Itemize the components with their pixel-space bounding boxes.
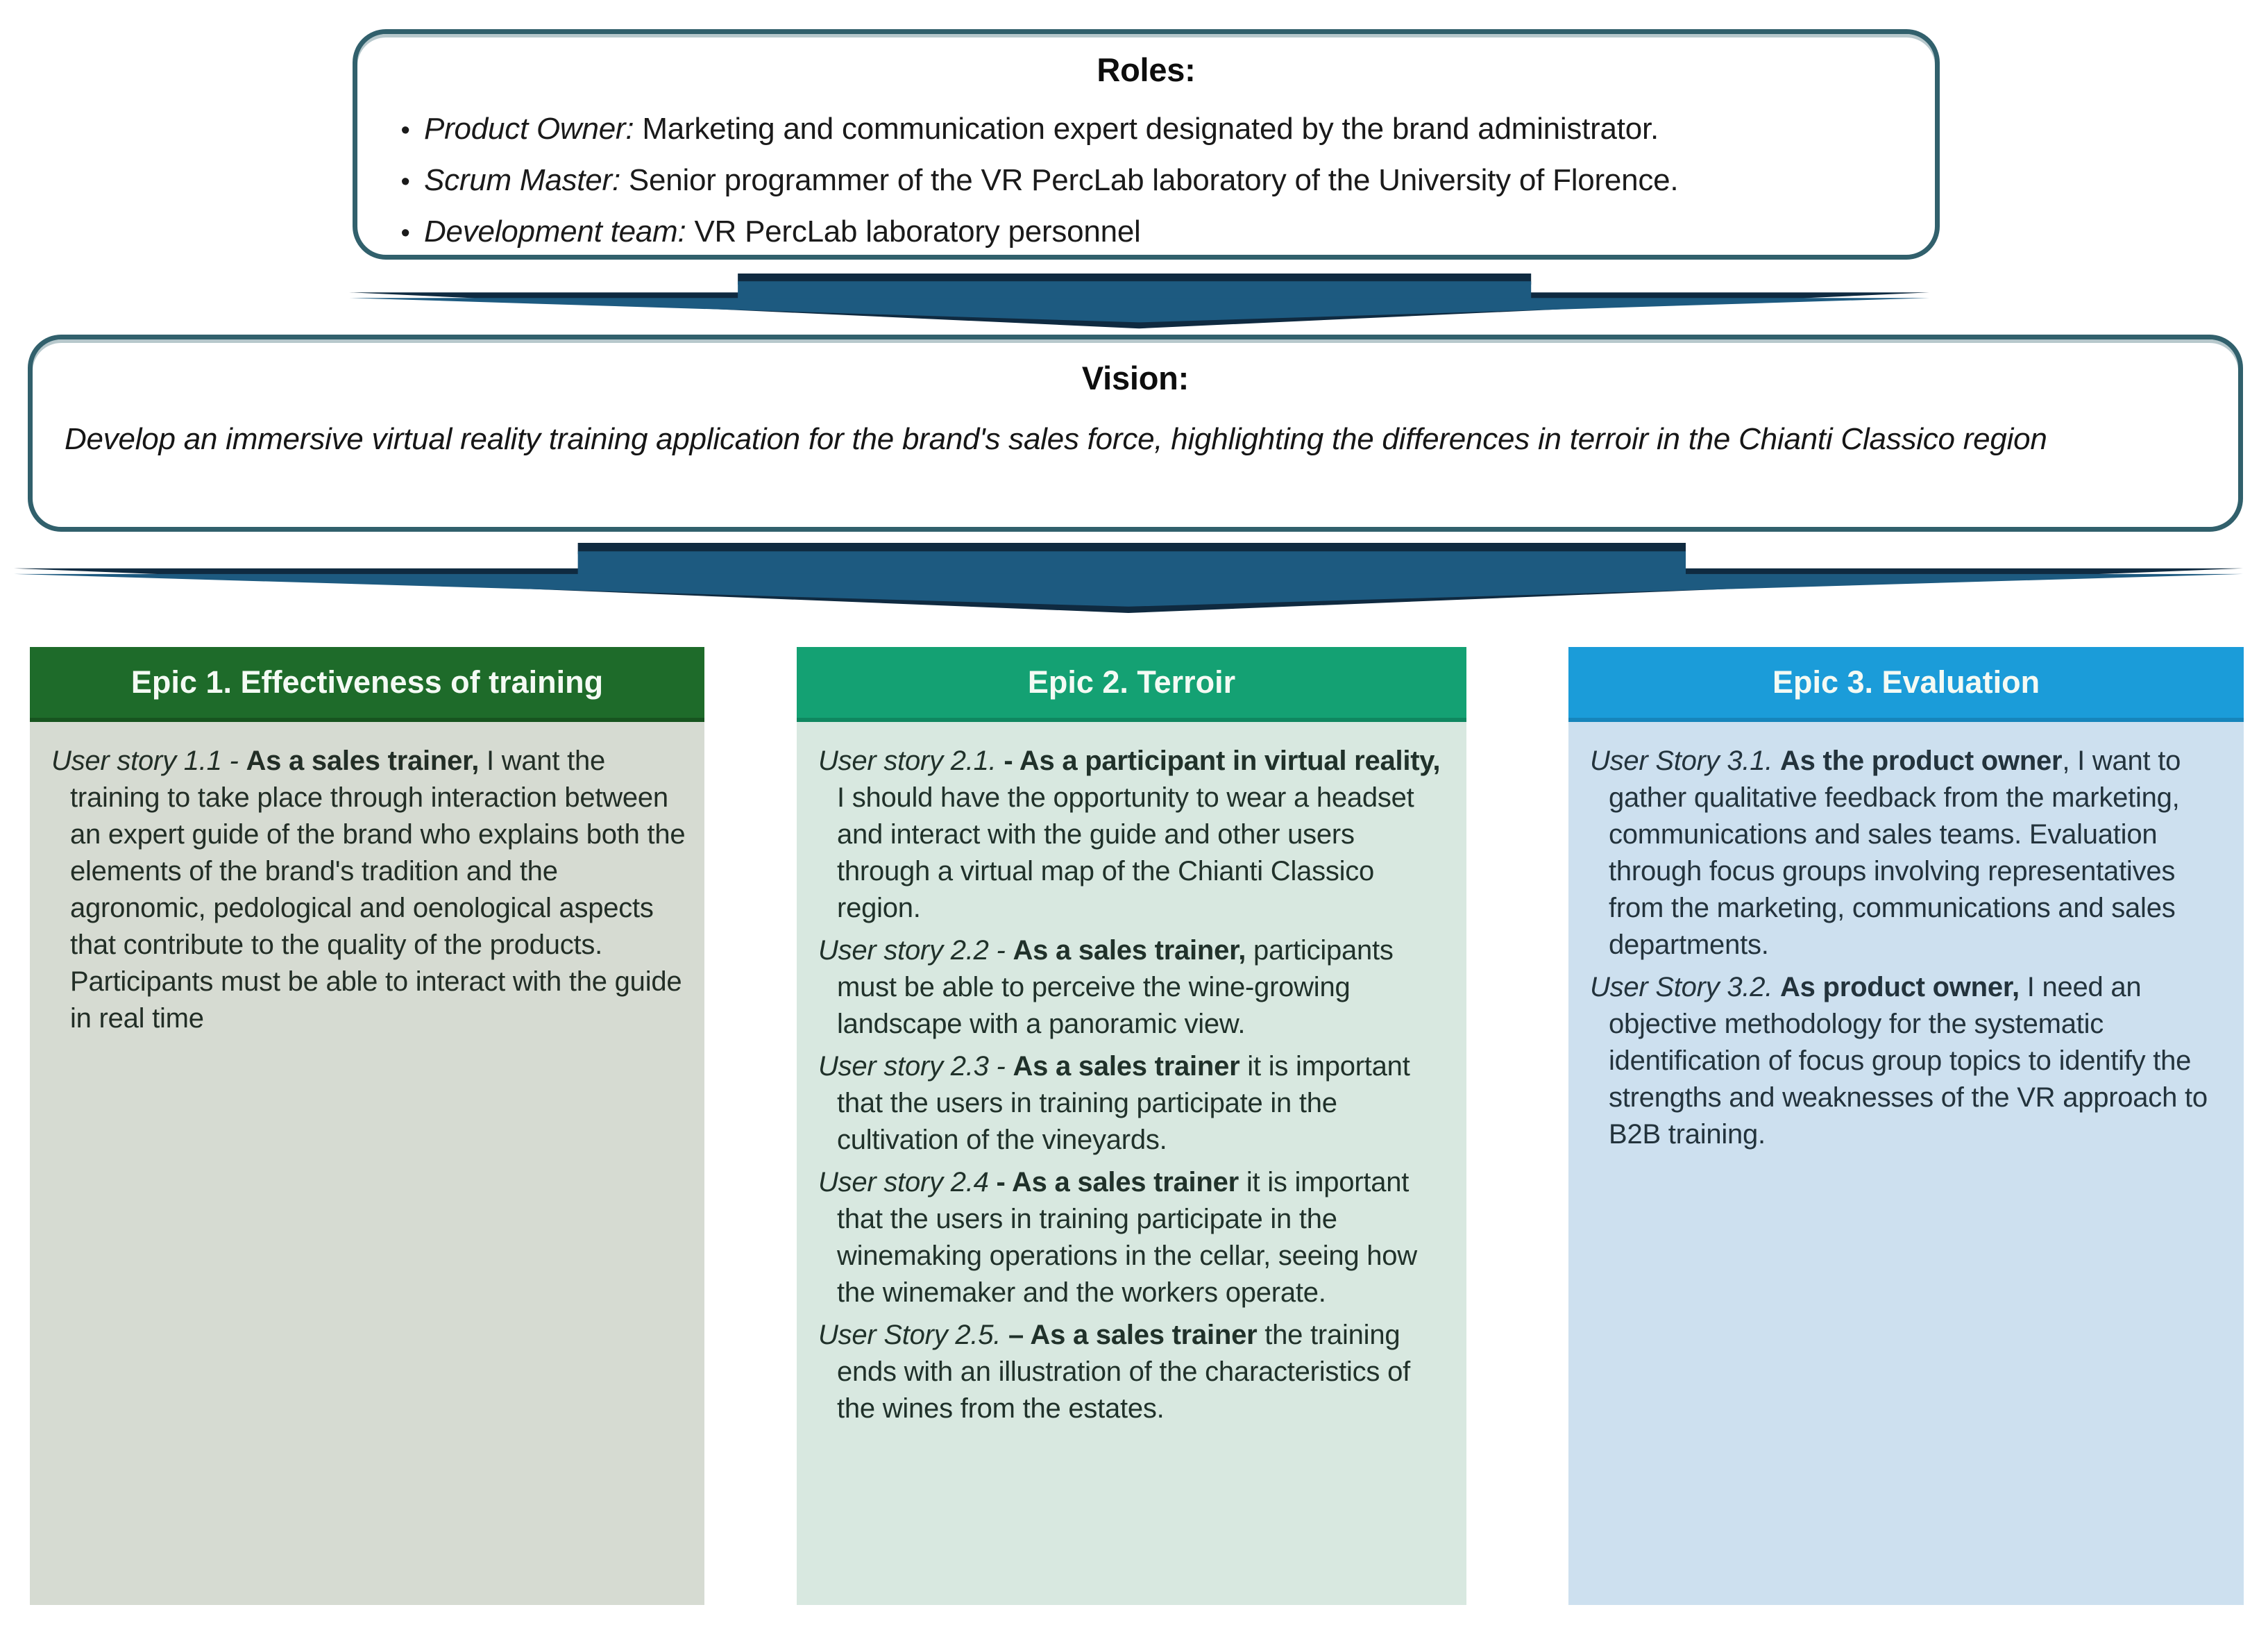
bullet-icon: • <box>400 219 410 248</box>
story-text: the training ends with an illustration of the characteristics of the wines from the estates. <box>837 1320 1410 1424</box>
role-text: Marketing and communication expert designated by the brand administrator. <box>634 112 1659 146</box>
user-story-3-2 <box>1590 969 2230 1153</box>
story-role: As a sales trainer, <box>246 746 480 776</box>
user-story-2-2 <box>818 932 1453 1043</box>
role-label: Product Owner: <box>424 112 634 146</box>
role-text: VR PercLab laboratory personnel <box>686 215 1141 249</box>
down-arrow-icon <box>349 274 1929 329</box>
story-role: - As a participant in virtual reality, <box>1004 746 1441 776</box>
story-text: it is important that the users in training participate in the winemaking operations in the cellar, seeing how the winemaker and the workers operate. <box>837 1167 1417 1308</box>
roles-list <box>357 104 1935 258</box>
user-story-1-1 <box>51 743 691 1037</box>
role-label: Development team: <box>424 215 686 249</box>
epic-1-body <box>30 722 704 1605</box>
vision-text: Develop an immersive virtual reality training application for the brand's sales force, highlighting the differences in terroir in the Chianti Classico region <box>65 422 2047 456</box>
story-text: I need an objective methodology for the systematic identification of focus group topics to identify the strengths and weaknesses of the VR approach to B2B training. <box>1609 972 2208 1150</box>
story-prefix: User story 2.1. <box>818 746 1004 776</box>
bullet-icon: • <box>400 167 410 196</box>
bullet-icon: • <box>400 116 410 145</box>
story-prefix: User Story 3.1. <box>1590 746 1781 776</box>
user-story-2-5 <box>818 1317 1453 1427</box>
epic-2-column <box>797 647 1466 1605</box>
user-story-2-3 <box>818 1048 1453 1159</box>
epic-1-column <box>30 647 704 1605</box>
story-prefix: User story 2.2 - <box>818 935 1013 966</box>
story-role: As a sales trainer <box>1013 1051 1240 1082</box>
story-text: I want the training to take place through interaction between an expert guide of the brand who explains both the elements of the brand's tradition and the agronomic, pedological and oenological aspects that contribute to the quality of the products. Participants must be able to interact with the guide in real time <box>70 746 686 1034</box>
story-prefix: User story 2.4 <box>818 1167 997 1197</box>
down-arrow-shape <box>14 543 2243 614</box>
story-text: participants must be able to perceive the wine-growing landscape with a panoramic view. <box>837 935 1394 1039</box>
roles-title: Roles: <box>1097 51 1196 88</box>
role-item-scrum-master <box>387 156 1907 207</box>
epic-2-body <box>797 722 1466 1605</box>
story-role: As product owner, <box>1780 972 2020 1002</box>
story-prefix: User Story 3.2. <box>1590 972 1781 1002</box>
story-text: it is important that the users in training participate in the cultivation of the vineyards. <box>837 1051 1410 1155</box>
story-text: I should have the opportunity to wear a headset and interact with the guide and other users through a virtual map of the Chianti Classico region. <box>837 782 1414 923</box>
story-role: As the product owner <box>1780 746 2063 776</box>
user-story-2-4 <box>818 1164 1453 1311</box>
story-role: - As a sales trainer <box>996 1167 1239 1197</box>
epic-3-column <box>1568 647 2244 1605</box>
user-story-2-1 <box>818 743 1453 927</box>
epic-2-header: Epic 2. Terroir <box>797 647 1466 722</box>
role-label: Scrum Master: <box>424 163 620 197</box>
story-role: – As a sales trainer <box>1008 1320 1258 1350</box>
story-prefix: User story 1.1 - <box>51 746 246 776</box>
epic-3-header: Epic 3. Evaluation <box>1568 647 2244 722</box>
vision-box <box>28 335 2243 532</box>
role-item-product-owner <box>387 104 1907 156</box>
story-text: , I want to gather qualitative feedback from the marketing, communications and sales teams. Evaluation through focus groups involving representatives from the marketing, communications and sales departments. <box>1609 746 2181 960</box>
down-arrow-shape <box>349 274 1929 329</box>
vision-title: Vision: <box>1081 360 1190 396</box>
epic-1-header: Epic 1. Effectiveness of training <box>30 647 704 722</box>
user-story-3-1 <box>1590 743 2230 964</box>
roles-box <box>353 29 1940 260</box>
story-prefix: User Story 2.5. <box>818 1320 1009 1350</box>
role-item-development-team <box>387 207 1907 258</box>
story-prefix: User story 2.3 - <box>818 1051 1013 1082</box>
story-role: As a sales trainer, <box>1013 935 1246 966</box>
role-text: Senior programmer of the VR PercLab laboratory of the University of Florence. <box>620 163 1679 197</box>
epic-3-body <box>1568 722 2244 1605</box>
down-arrow-icon <box>14 543 2243 614</box>
